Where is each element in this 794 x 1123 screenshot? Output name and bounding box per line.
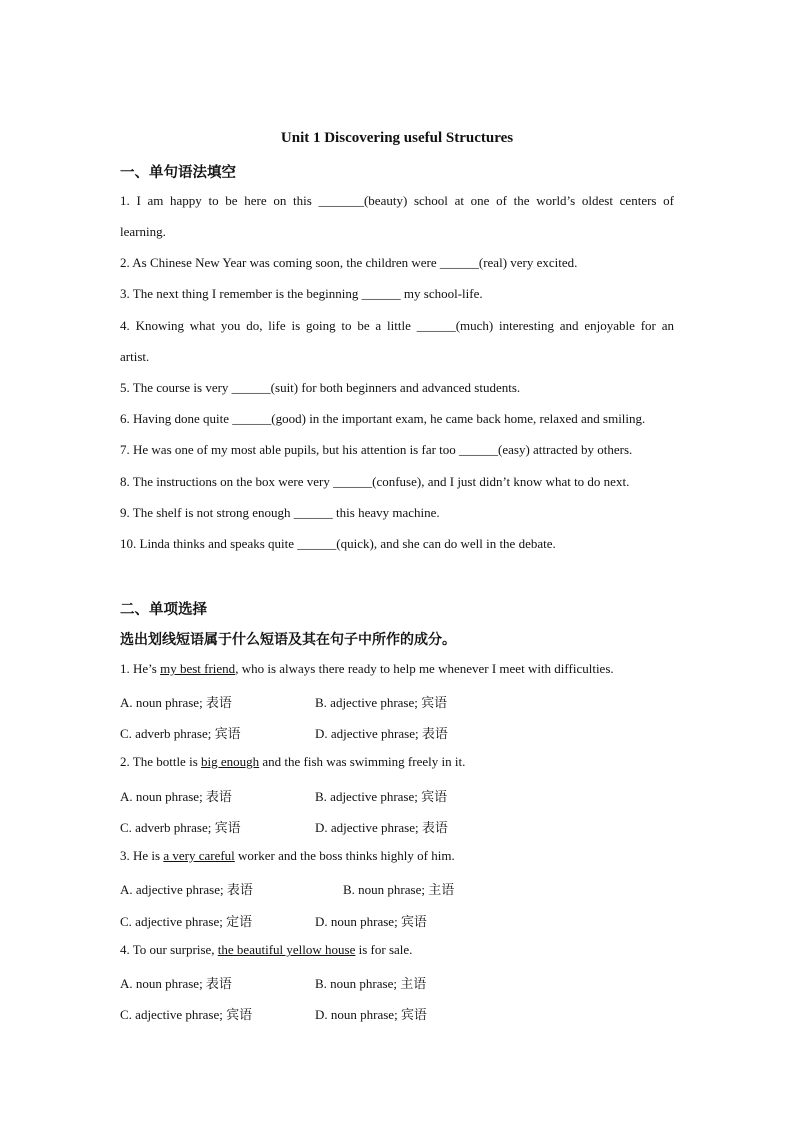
question-2: 2. As Chinese New Year was coming soon, the children were ______(real) very excited. (120, 255, 578, 270)
mc-1-option-a[interactable]: A. noun phrase; 表语 (120, 695, 232, 710)
question-5: 5. The course is very ______(suit) for both beginners and advanced students. (120, 380, 521, 395)
underlined-phrase: a very careful (163, 848, 235, 863)
mc-question-2 (120, 754, 465, 770)
mc-question-stem-pre: 4. To our surprise, (120, 942, 218, 957)
mc-2-option-c[interactable]: C. adverb phrase; 宾语 (120, 820, 241, 835)
mc-question-stem-pre: 1. He’s (120, 661, 161, 676)
page-title: Unit 1 Discovering useful Structures (280, 130, 514, 146)
question-6: 6. Having done quite ______(good) in the important exam, he came back home, relaxed and smiling. (120, 411, 646, 426)
mc-3-option-c[interactable]: C. adjective phrase; 定语 (120, 914, 253, 929)
mc-3-option-a[interactable]: A. adjective phrase; 表语 (120, 882, 253, 897)
question-8: 8. The instructions on the box were very ______(confuse), and I just didn’t know what to do next. (120, 474, 630, 489)
mc-4-option-a[interactable]: A. noun phrase; 表语 (120, 976, 232, 991)
question-4-line-1: 4. Knowing what you do, life is going to be a little ______(much) interesting and enjoyable for an (120, 318, 674, 333)
mc-2-option-a[interactable]: A. noun phrase; 表语 (120, 789, 232, 804)
mc-3-option-b[interactable]: B. noun phrase; 主语 (343, 882, 455, 897)
mc-1-option-d[interactable]: D. adjective phrase; 表语 (315, 726, 448, 741)
mc-4-option-d[interactable]: D. noun phrase; 宾语 (315, 1007, 427, 1022)
mc-question-stem-post: is for sale. (355, 942, 413, 957)
mc-question-stem-post: worker and the boss thinks highly of him. (234, 848, 455, 863)
mc-question-stem-post: , who is always there ready to help me whenever I meet with difficulties. (235, 661, 614, 676)
underlined-phrase: big enough (201, 754, 260, 769)
question-9: 9. The shelf is not strong enough ______ this heavy machine. (120, 505, 440, 520)
mc-1-option-c[interactable]: C. adverb phrase; 宾语 (120, 726, 241, 741)
section-2-instruction: 选出划线短语属于什么短语及其在句子中所作的成分。 (120, 633, 456, 648)
question-10: 10. Linda thinks and speaks quite ______(quick), and she can do well in the debate. (120, 536, 556, 551)
mc-question-stem-pre: 2. The bottle is (120, 754, 202, 769)
mc-question-3 (120, 848, 455, 864)
mc-1-option-b[interactable]: B. adjective phrase; 宾语 (315, 695, 448, 710)
mc-4-option-c[interactable]: C. adjective phrase; 宾语 (120, 1007, 253, 1022)
mc-2-option-b[interactable]: B. adjective phrase; 宾语 (315, 789, 448, 804)
mc-2-option-d[interactable]: D. adjective phrase; 表语 (315, 820, 448, 835)
mc-question-1 (120, 661, 614, 677)
section-1-heading: 一、单句语法填空 (120, 165, 236, 181)
mc-question-stem-pre: 3. He is (120, 848, 164, 863)
mc-question-4 (120, 942, 412, 958)
question-3: 3. The next thing I remember is the beginning ______ my school-life. (120, 286, 483, 301)
question-1-line-2: learning. (120, 224, 166, 239)
mc-3-option-d[interactable]: D. noun phrase; 宾语 (315, 914, 427, 929)
question-7: 7. He was one of my most able pupils, but his attention is far too ______(easy) attracted by others. (120, 442, 633, 457)
underlined-phrase: the beautiful yellow house (217, 942, 356, 957)
mc-4-option-b[interactable]: B. noun phrase; 主语 (315, 976, 427, 991)
underlined-phrase: my best friend (160, 661, 236, 676)
question-4-line-2: artist. (120, 349, 150, 364)
question-1-line-1: 1. I am happy to be here on this _______(beauty) school at one of the world’s oldest centers of (120, 193, 674, 208)
mc-question-stem-post: and the fish was swimming freely in it. (259, 754, 466, 769)
section-2-heading: 二、单项选择 (120, 602, 207, 618)
